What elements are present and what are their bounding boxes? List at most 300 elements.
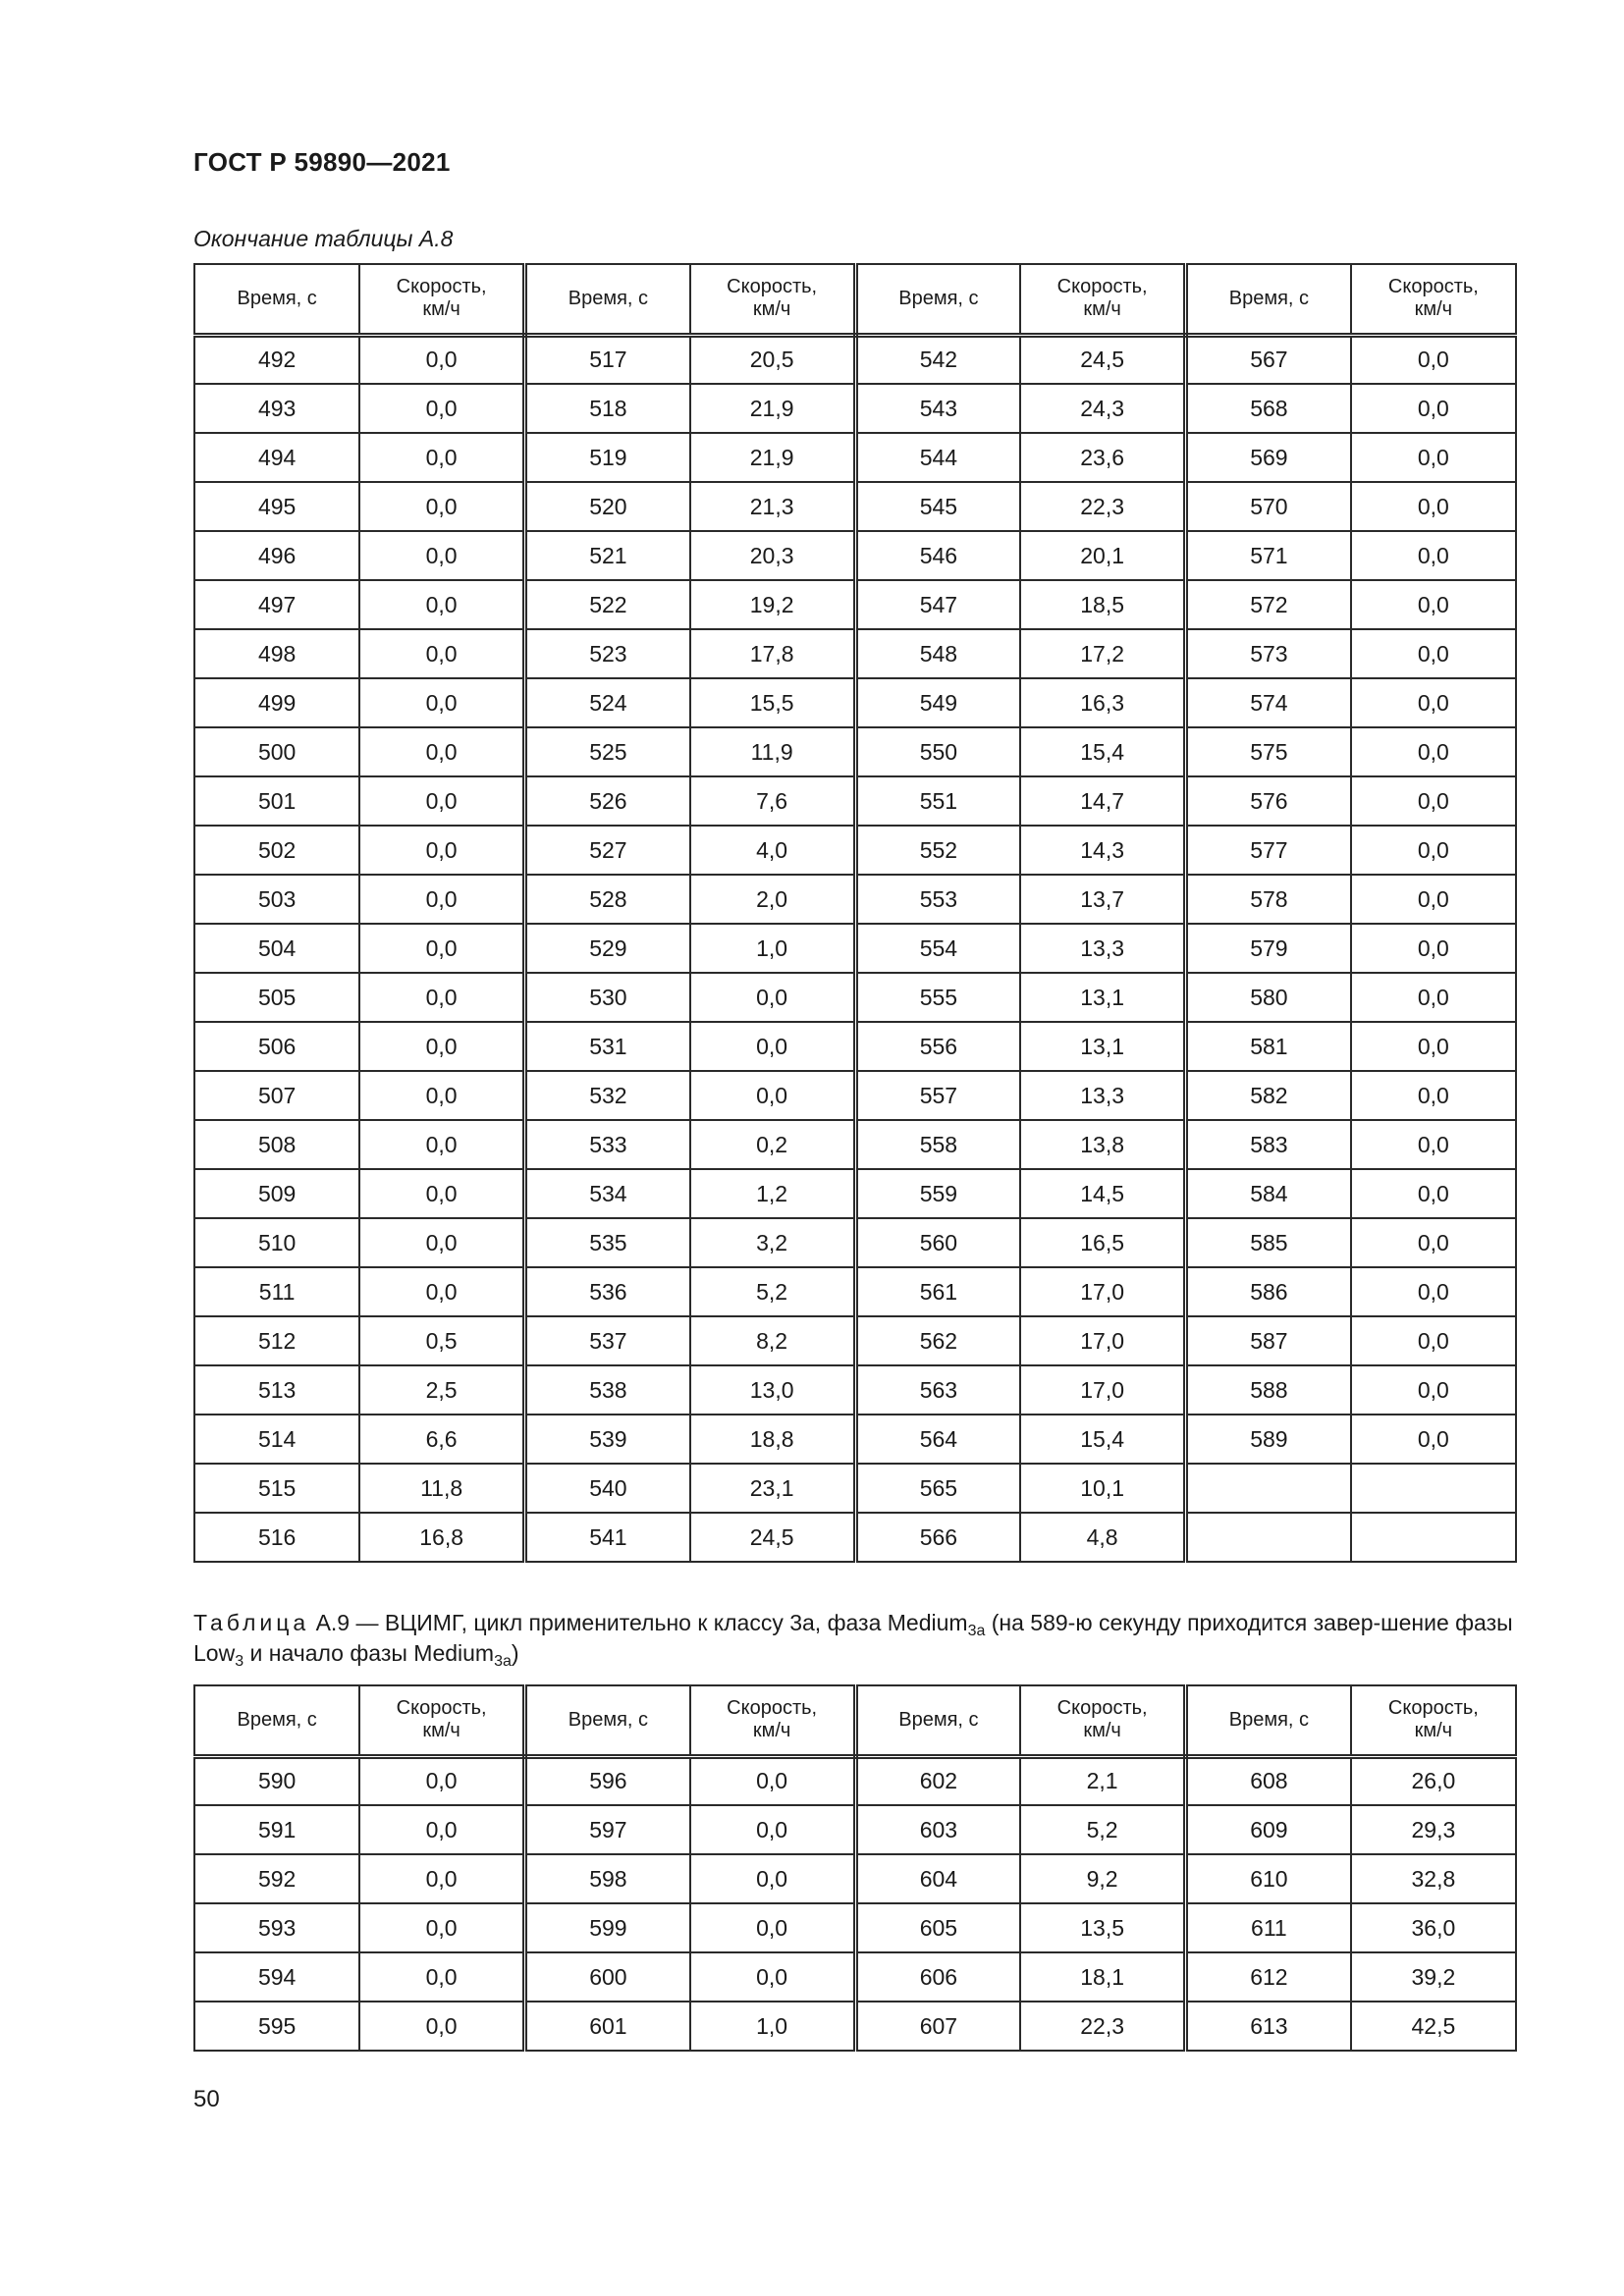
table-row <box>194 1513 1516 1562</box>
time-cell: 529 <box>525 924 690 973</box>
speed-cell: 2,0 <box>690 875 855 924</box>
speed-cell: 13,0 <box>690 1365 855 1415</box>
table-row <box>194 1415 1516 1464</box>
table-a9-caption-sub: 3а <box>494 1653 512 1670</box>
speed-cell: 0,0 <box>359 727 524 776</box>
time-cell: 515 <box>194 1464 359 1513</box>
time-cell: 590 <box>194 1756 359 1805</box>
speed-cell: 0,0 <box>359 433 524 482</box>
speed-cell: 4,0 <box>690 826 855 875</box>
speed-cell: 0,0 <box>359 1071 524 1120</box>
time-cell: 492 <box>194 335 359 384</box>
table-row <box>194 384 1516 433</box>
time-cell: 578 <box>1186 875 1351 924</box>
time-cell: 519 <box>525 433 690 482</box>
table-row <box>194 875 1516 924</box>
speed-cell: 0,0 <box>690 1805 855 1854</box>
time-cell: 505 <box>194 973 359 1022</box>
speed-cell: 17,0 <box>1020 1365 1185 1415</box>
speed-cell: 20,3 <box>690 531 855 580</box>
time-cell: 579 <box>1186 924 1351 973</box>
speed-cell: 0,0 <box>359 482 524 531</box>
time-cell: 539 <box>525 1415 690 1464</box>
speed-cell: 17,8 <box>690 629 855 678</box>
time-cell: 531 <box>525 1022 690 1071</box>
time-cell: 571 <box>1186 531 1351 580</box>
time-cell: 553 <box>855 875 1020 924</box>
time-cell: 580 <box>1186 973 1351 1022</box>
speed-cell: 15,5 <box>690 678 855 727</box>
time-cell: 507 <box>194 1071 359 1120</box>
table-a9-head <box>194 1685 1516 1756</box>
table-row <box>194 433 1516 482</box>
time-cell: 556 <box>855 1022 1020 1071</box>
column-header-speed: Скорость, км/ч <box>1020 264 1185 335</box>
table-row <box>194 826 1516 875</box>
header-row <box>194 264 1516 335</box>
speed-cell: 0,0 <box>359 1805 524 1854</box>
time-cell: 600 <box>525 1952 690 2002</box>
time-cell: 589 <box>1186 1415 1351 1464</box>
table-row <box>194 335 1516 384</box>
speed-cell: 0,0 <box>359 973 524 1022</box>
time-cell: 563 <box>855 1365 1020 1415</box>
speed-cell: 0,0 <box>690 1022 855 1071</box>
time-cell: 576 <box>1186 776 1351 826</box>
time-cell: 537 <box>525 1316 690 1365</box>
time-cell: 508 <box>194 1120 359 1169</box>
speed-cell: 0,0 <box>1351 776 1516 826</box>
time-cell <box>1186 1464 1351 1513</box>
time-cell: 511 <box>194 1267 359 1316</box>
time-cell: 555 <box>855 973 1020 1022</box>
speed-cell: 0,0 <box>1351 1365 1516 1415</box>
speed-cell: 0,0 <box>1351 1415 1516 1464</box>
column-header-speed: Скорость, км/ч <box>1020 1685 1185 1756</box>
speed-cell: 0,0 <box>690 1854 855 1903</box>
time-cell: 533 <box>525 1120 690 1169</box>
time-cell: 541 <box>525 1513 690 1562</box>
speed-cell: 32,8 <box>1351 1854 1516 1903</box>
speed-cell: 0,2 <box>690 1120 855 1169</box>
speed-cell: 9,2 <box>1020 1854 1185 1903</box>
time-cell: 573 <box>1186 629 1351 678</box>
time-cell: 584 <box>1186 1169 1351 1218</box>
table-row <box>194 2002 1516 2051</box>
time-cell: 613 <box>1186 2002 1351 2051</box>
column-header-time: Время, с <box>194 264 359 335</box>
time-cell: 592 <box>194 1854 359 1903</box>
time-cell: 561 <box>855 1267 1020 1316</box>
column-header-speed: Скорость, км/ч <box>359 264 524 335</box>
time-cell: 545 <box>855 482 1020 531</box>
column-header-time: Время, с <box>194 1685 359 1756</box>
time-cell: 610 <box>1186 1854 1351 1903</box>
time-cell: 512 <box>194 1316 359 1365</box>
speed-cell: 0,0 <box>359 629 524 678</box>
speed-cell: 36,0 <box>1351 1903 1516 1952</box>
speed-cell: 2,1 <box>1020 1756 1185 1805</box>
time-cell: 502 <box>194 826 359 875</box>
speed-cell: 1,0 <box>690 924 855 973</box>
speed-cell: 16,5 <box>1020 1218 1185 1267</box>
time-cell: 509 <box>194 1169 359 1218</box>
time-cell: 538 <box>525 1365 690 1415</box>
time-cell: 546 <box>855 531 1020 580</box>
speed-cell: 0,0 <box>690 973 855 1022</box>
table-row <box>194 727 1516 776</box>
speed-cell: 42,5 <box>1351 2002 1516 2051</box>
speed-cell: 0,0 <box>359 1854 524 1903</box>
speed-cell: 21,9 <box>690 433 855 482</box>
time-cell: 552 <box>855 826 1020 875</box>
time-cell: 494 <box>194 433 359 482</box>
speed-cell: 0,0 <box>1351 1267 1516 1316</box>
speed-cell: 13,3 <box>1020 924 1185 973</box>
time-cell <box>1186 1513 1351 1562</box>
time-cell: 514 <box>194 1415 359 1464</box>
speed-cell: 0,0 <box>690 1903 855 1952</box>
speed-cell: 0,0 <box>1351 678 1516 727</box>
column-header-time: Время, с <box>855 1685 1020 1756</box>
time-cell: 498 <box>194 629 359 678</box>
speed-cell: 14,3 <box>1020 826 1185 875</box>
table-a8-head <box>194 264 1516 335</box>
time-cell: 569 <box>1186 433 1351 482</box>
time-cell: 587 <box>1186 1316 1351 1365</box>
table-row <box>194 1120 1516 1169</box>
speed-cell: 0,0 <box>359 678 524 727</box>
time-cell: 558 <box>855 1120 1020 1169</box>
column-header-time: Время, с <box>525 264 690 335</box>
speed-cell: 0,0 <box>359 1022 524 1071</box>
speed-cell <box>1351 1513 1516 1562</box>
time-cell: 588 <box>1186 1365 1351 1415</box>
speed-cell: 39,2 <box>1351 1952 1516 2002</box>
speed-cell: 21,9 <box>690 384 855 433</box>
table-row <box>194 1022 1516 1071</box>
speed-cell: 0,0 <box>359 1267 524 1316</box>
time-cell: 499 <box>194 678 359 727</box>
speed-cell: 0,0 <box>1351 531 1516 580</box>
speed-cell: 4,8 <box>1020 1513 1185 1562</box>
time-cell: 565 <box>855 1464 1020 1513</box>
time-cell: 520 <box>525 482 690 531</box>
time-cell: 497 <box>194 580 359 629</box>
time-cell: 577 <box>1186 826 1351 875</box>
speed-cell: 18,5 <box>1020 580 1185 629</box>
speed-cell: 0,0 <box>359 875 524 924</box>
speed-cell: 14,7 <box>1020 776 1185 826</box>
time-cell: 528 <box>525 875 690 924</box>
speed-cell: 13,5 <box>1020 1903 1185 1952</box>
time-cell: 602 <box>855 1756 1020 1805</box>
speed-cell: 14,5 <box>1020 1169 1185 1218</box>
speed-cell: 10,1 <box>1020 1464 1185 1513</box>
speed-cell: 0,0 <box>1351 384 1516 433</box>
table-a9-caption-sub: 3а <box>967 1623 986 1639</box>
table-a9-body <box>194 1756 1516 2051</box>
speed-cell: 15,4 <box>1020 1415 1185 1464</box>
speed-cell: 0,0 <box>359 1756 524 1805</box>
column-header-time: Время, с <box>1186 264 1351 335</box>
speed-cell: 5,2 <box>690 1267 855 1316</box>
speed-cell: 26,0 <box>1351 1756 1516 1805</box>
time-cell: 516 <box>194 1513 359 1562</box>
speed-cell: 0,0 <box>359 531 524 580</box>
time-cell: 607 <box>855 2002 1020 2051</box>
speed-cell: 23,1 <box>690 1464 855 1513</box>
table-a9-caption-text: и начало фазы Medium <box>244 1640 495 1666</box>
table-a9-caption <box>193 1608 1517 1669</box>
table-row <box>194 924 1516 973</box>
time-cell: 542 <box>855 335 1020 384</box>
table-row <box>194 1464 1516 1513</box>
speed-cell: 17,0 <box>1020 1316 1185 1365</box>
time-cell: 604 <box>855 1854 1020 1903</box>
column-header-time: Время, с <box>1186 1685 1351 1756</box>
speed-cell <box>1351 1464 1516 1513</box>
table-row <box>194 1316 1516 1365</box>
speed-cell: 13,1 <box>1020 1022 1185 1071</box>
table-a9-caption-sub: 3 <box>235 1653 244 1670</box>
time-cell: 523 <box>525 629 690 678</box>
time-cell: 562 <box>855 1316 1020 1365</box>
column-header-speed: Скорость, км/ч <box>359 1685 524 1756</box>
table-a9-caption-label: Таблица <box>193 1610 310 1635</box>
speed-cell: 19,2 <box>690 580 855 629</box>
speed-cell: 0,0 <box>359 580 524 629</box>
time-cell: 603 <box>855 1805 1020 1854</box>
table-row <box>194 1218 1516 1267</box>
time-cell: 536 <box>525 1267 690 1316</box>
table-row <box>194 580 1516 629</box>
time-cell: 554 <box>855 924 1020 973</box>
speed-cell: 17,0 <box>1020 1267 1185 1316</box>
time-cell: 583 <box>1186 1120 1351 1169</box>
time-cell: 598 <box>525 1854 690 1903</box>
time-cell: 596 <box>525 1756 690 1805</box>
speed-cell: 0,0 <box>1351 1316 1516 1365</box>
time-cell: 560 <box>855 1218 1020 1267</box>
speed-cell: 0,0 <box>1351 727 1516 776</box>
speed-cell: 21,3 <box>690 482 855 531</box>
time-cell: 500 <box>194 727 359 776</box>
column-header-speed: Скорость, км/ч <box>690 264 855 335</box>
time-cell: 572 <box>1186 580 1351 629</box>
time-cell: 591 <box>194 1805 359 1854</box>
speed-cell: 0,0 <box>690 1071 855 1120</box>
time-cell: 493 <box>194 384 359 433</box>
table-row <box>194 1267 1516 1316</box>
table-a9-caption-text: ) <box>511 1640 519 1666</box>
speed-cell: 0,0 <box>359 335 524 384</box>
time-cell: 550 <box>855 727 1020 776</box>
time-cell: 496 <box>194 531 359 580</box>
time-cell: 564 <box>855 1415 1020 1464</box>
speed-cell: 22,3 <box>1020 2002 1185 2051</box>
table-row <box>194 1071 1516 1120</box>
speed-cell: 0,0 <box>690 1952 855 2002</box>
table-row <box>194 1169 1516 1218</box>
time-cell: 595 <box>194 2002 359 2051</box>
speed-cell: 8,2 <box>690 1316 855 1365</box>
column-header-speed: Скорость, км/ч <box>1351 1685 1516 1756</box>
table-row <box>194 1903 1516 1952</box>
time-cell: 567 <box>1186 335 1351 384</box>
table-row <box>194 678 1516 727</box>
table-row <box>194 1854 1516 1903</box>
time-cell: 605 <box>855 1903 1020 1952</box>
speed-cell: 11,9 <box>690 727 855 776</box>
time-cell: 548 <box>855 629 1020 678</box>
time-cell: 522 <box>525 580 690 629</box>
speed-cell: 0,5 <box>359 1316 524 1365</box>
speed-cell: 1,0 <box>690 2002 855 2051</box>
speed-cell: 0,0 <box>1351 629 1516 678</box>
time-cell: 506 <box>194 1022 359 1071</box>
time-cell: 612 <box>1186 1952 1351 2002</box>
speed-cell: 24,5 <box>1020 335 1185 384</box>
speed-cell: 17,2 <box>1020 629 1185 678</box>
time-cell: 535 <box>525 1218 690 1267</box>
speed-cell: 22,3 <box>1020 482 1185 531</box>
speed-cell: 0,0 <box>1351 875 1516 924</box>
time-cell: 495 <box>194 482 359 531</box>
time-cell: 594 <box>194 1952 359 2002</box>
time-cell: 575 <box>1186 727 1351 776</box>
speed-cell: 20,1 <box>1020 531 1185 580</box>
speed-cell: 6,6 <box>359 1415 524 1464</box>
speed-cell: 0,0 <box>1351 1169 1516 1218</box>
time-cell: 568 <box>1186 384 1351 433</box>
time-cell: 503 <box>194 875 359 924</box>
time-cell: 611 <box>1186 1903 1351 1952</box>
speed-cell: 0,0 <box>359 924 524 973</box>
speed-cell: 1,2 <box>690 1169 855 1218</box>
speed-cell: 18,1 <box>1020 1952 1185 2002</box>
table-a8-body <box>194 335 1516 1562</box>
speed-cell: 0,0 <box>1351 482 1516 531</box>
time-cell: 527 <box>525 826 690 875</box>
time-cell: 540 <box>525 1464 690 1513</box>
table-row <box>194 776 1516 826</box>
speed-cell: 0,0 <box>359 1952 524 2002</box>
speed-cell: 0,0 <box>1351 1022 1516 1071</box>
speed-cell: 24,5 <box>690 1513 855 1562</box>
time-cell: 504 <box>194 924 359 973</box>
table-a8 <box>193 263 1517 1563</box>
time-cell: 547 <box>855 580 1020 629</box>
speed-cell: 15,4 <box>1020 727 1185 776</box>
table-a9 <box>193 1684 1517 2052</box>
speed-cell: 0,0 <box>1351 924 1516 973</box>
time-cell: 585 <box>1186 1218 1351 1267</box>
table-row <box>194 973 1516 1022</box>
time-cell: 525 <box>525 727 690 776</box>
speed-cell: 18,8 <box>690 1415 855 1464</box>
time-cell: 518 <box>525 384 690 433</box>
speed-cell: 0,0 <box>1351 580 1516 629</box>
speed-cell: 29,3 <box>1351 1805 1516 1854</box>
time-cell: 581 <box>1186 1022 1351 1071</box>
speed-cell: 0,0 <box>359 1120 524 1169</box>
time-cell: 574 <box>1186 678 1351 727</box>
speed-cell: 16,3 <box>1020 678 1185 727</box>
table-row <box>194 1365 1516 1415</box>
page-number: 50 <box>193 2086 220 2112</box>
speed-cell: 23,6 <box>1020 433 1185 482</box>
time-cell: 510 <box>194 1218 359 1267</box>
speed-cell: 13,1 <box>1020 973 1185 1022</box>
time-cell: 586 <box>1186 1267 1351 1316</box>
speed-cell: 0,0 <box>359 1169 524 1218</box>
speed-cell: 0,0 <box>359 826 524 875</box>
time-cell: 544 <box>855 433 1020 482</box>
time-cell: 551 <box>855 776 1020 826</box>
time-cell: 606 <box>855 1952 1020 2002</box>
speed-cell: 0,0 <box>359 384 524 433</box>
table-row <box>194 531 1516 580</box>
time-cell: 557 <box>855 1071 1020 1120</box>
speed-cell: 0,0 <box>359 2002 524 2051</box>
speed-cell: 13,8 <box>1020 1120 1185 1169</box>
time-cell: 513 <box>194 1365 359 1415</box>
table-a8-caption: Окончание таблицы А.8 <box>193 226 454 251</box>
document-header: ГОСТ Р 59890—2021 <box>193 147 451 177</box>
time-cell: 534 <box>525 1169 690 1218</box>
time-cell: 559 <box>855 1169 1020 1218</box>
table-row <box>194 482 1516 531</box>
speed-cell: 5,2 <box>1020 1805 1185 1854</box>
time-cell: 521 <box>525 531 690 580</box>
speed-cell: 0,0 <box>1351 1120 1516 1169</box>
column-header-time: Время, с <box>855 264 1020 335</box>
speed-cell: 0,0 <box>1351 826 1516 875</box>
speed-cell: 13,3 <box>1020 1071 1185 1120</box>
time-cell: 593 <box>194 1903 359 1952</box>
time-cell: 543 <box>855 384 1020 433</box>
time-cell: 597 <box>525 1805 690 1854</box>
time-cell: 501 <box>194 776 359 826</box>
speed-cell: 0,0 <box>1351 973 1516 1022</box>
time-cell: 570 <box>1186 482 1351 531</box>
speed-cell: 13,7 <box>1020 875 1185 924</box>
table-row <box>194 1756 1516 1805</box>
column-header-speed: Скорость, км/ч <box>1351 264 1516 335</box>
header-row <box>194 1685 1516 1756</box>
speed-cell: 0,0 <box>359 776 524 826</box>
table-a9-caption-text: А.9 — ВЦИМГ, цикл применительно к классу 3а, фаза Medium <box>309 1610 968 1635</box>
speed-cell: 0,0 <box>359 1218 524 1267</box>
speed-cell: 20,5 <box>690 335 855 384</box>
time-cell: 582 <box>1186 1071 1351 1120</box>
speed-cell: 2,5 <box>359 1365 524 1415</box>
time-cell: 530 <box>525 973 690 1022</box>
speed-cell: 24,3 <box>1020 384 1185 433</box>
table-a9-caption-text: (на 589-ю секунду приходится завер-шение фазы Low <box>193 1610 1513 1666</box>
speed-cell: 3,2 <box>690 1218 855 1267</box>
time-cell: 524 <box>525 678 690 727</box>
time-cell: 517 <box>525 335 690 384</box>
time-cell: 566 <box>855 1513 1020 1562</box>
speed-cell: 7,6 <box>690 776 855 826</box>
table-row <box>194 1805 1516 1854</box>
time-cell: 609 <box>1186 1805 1351 1854</box>
speed-cell: 11,8 <box>359 1464 524 1513</box>
speed-cell: 0,0 <box>690 1756 855 1805</box>
speed-cell: 0,0 <box>1351 335 1516 384</box>
